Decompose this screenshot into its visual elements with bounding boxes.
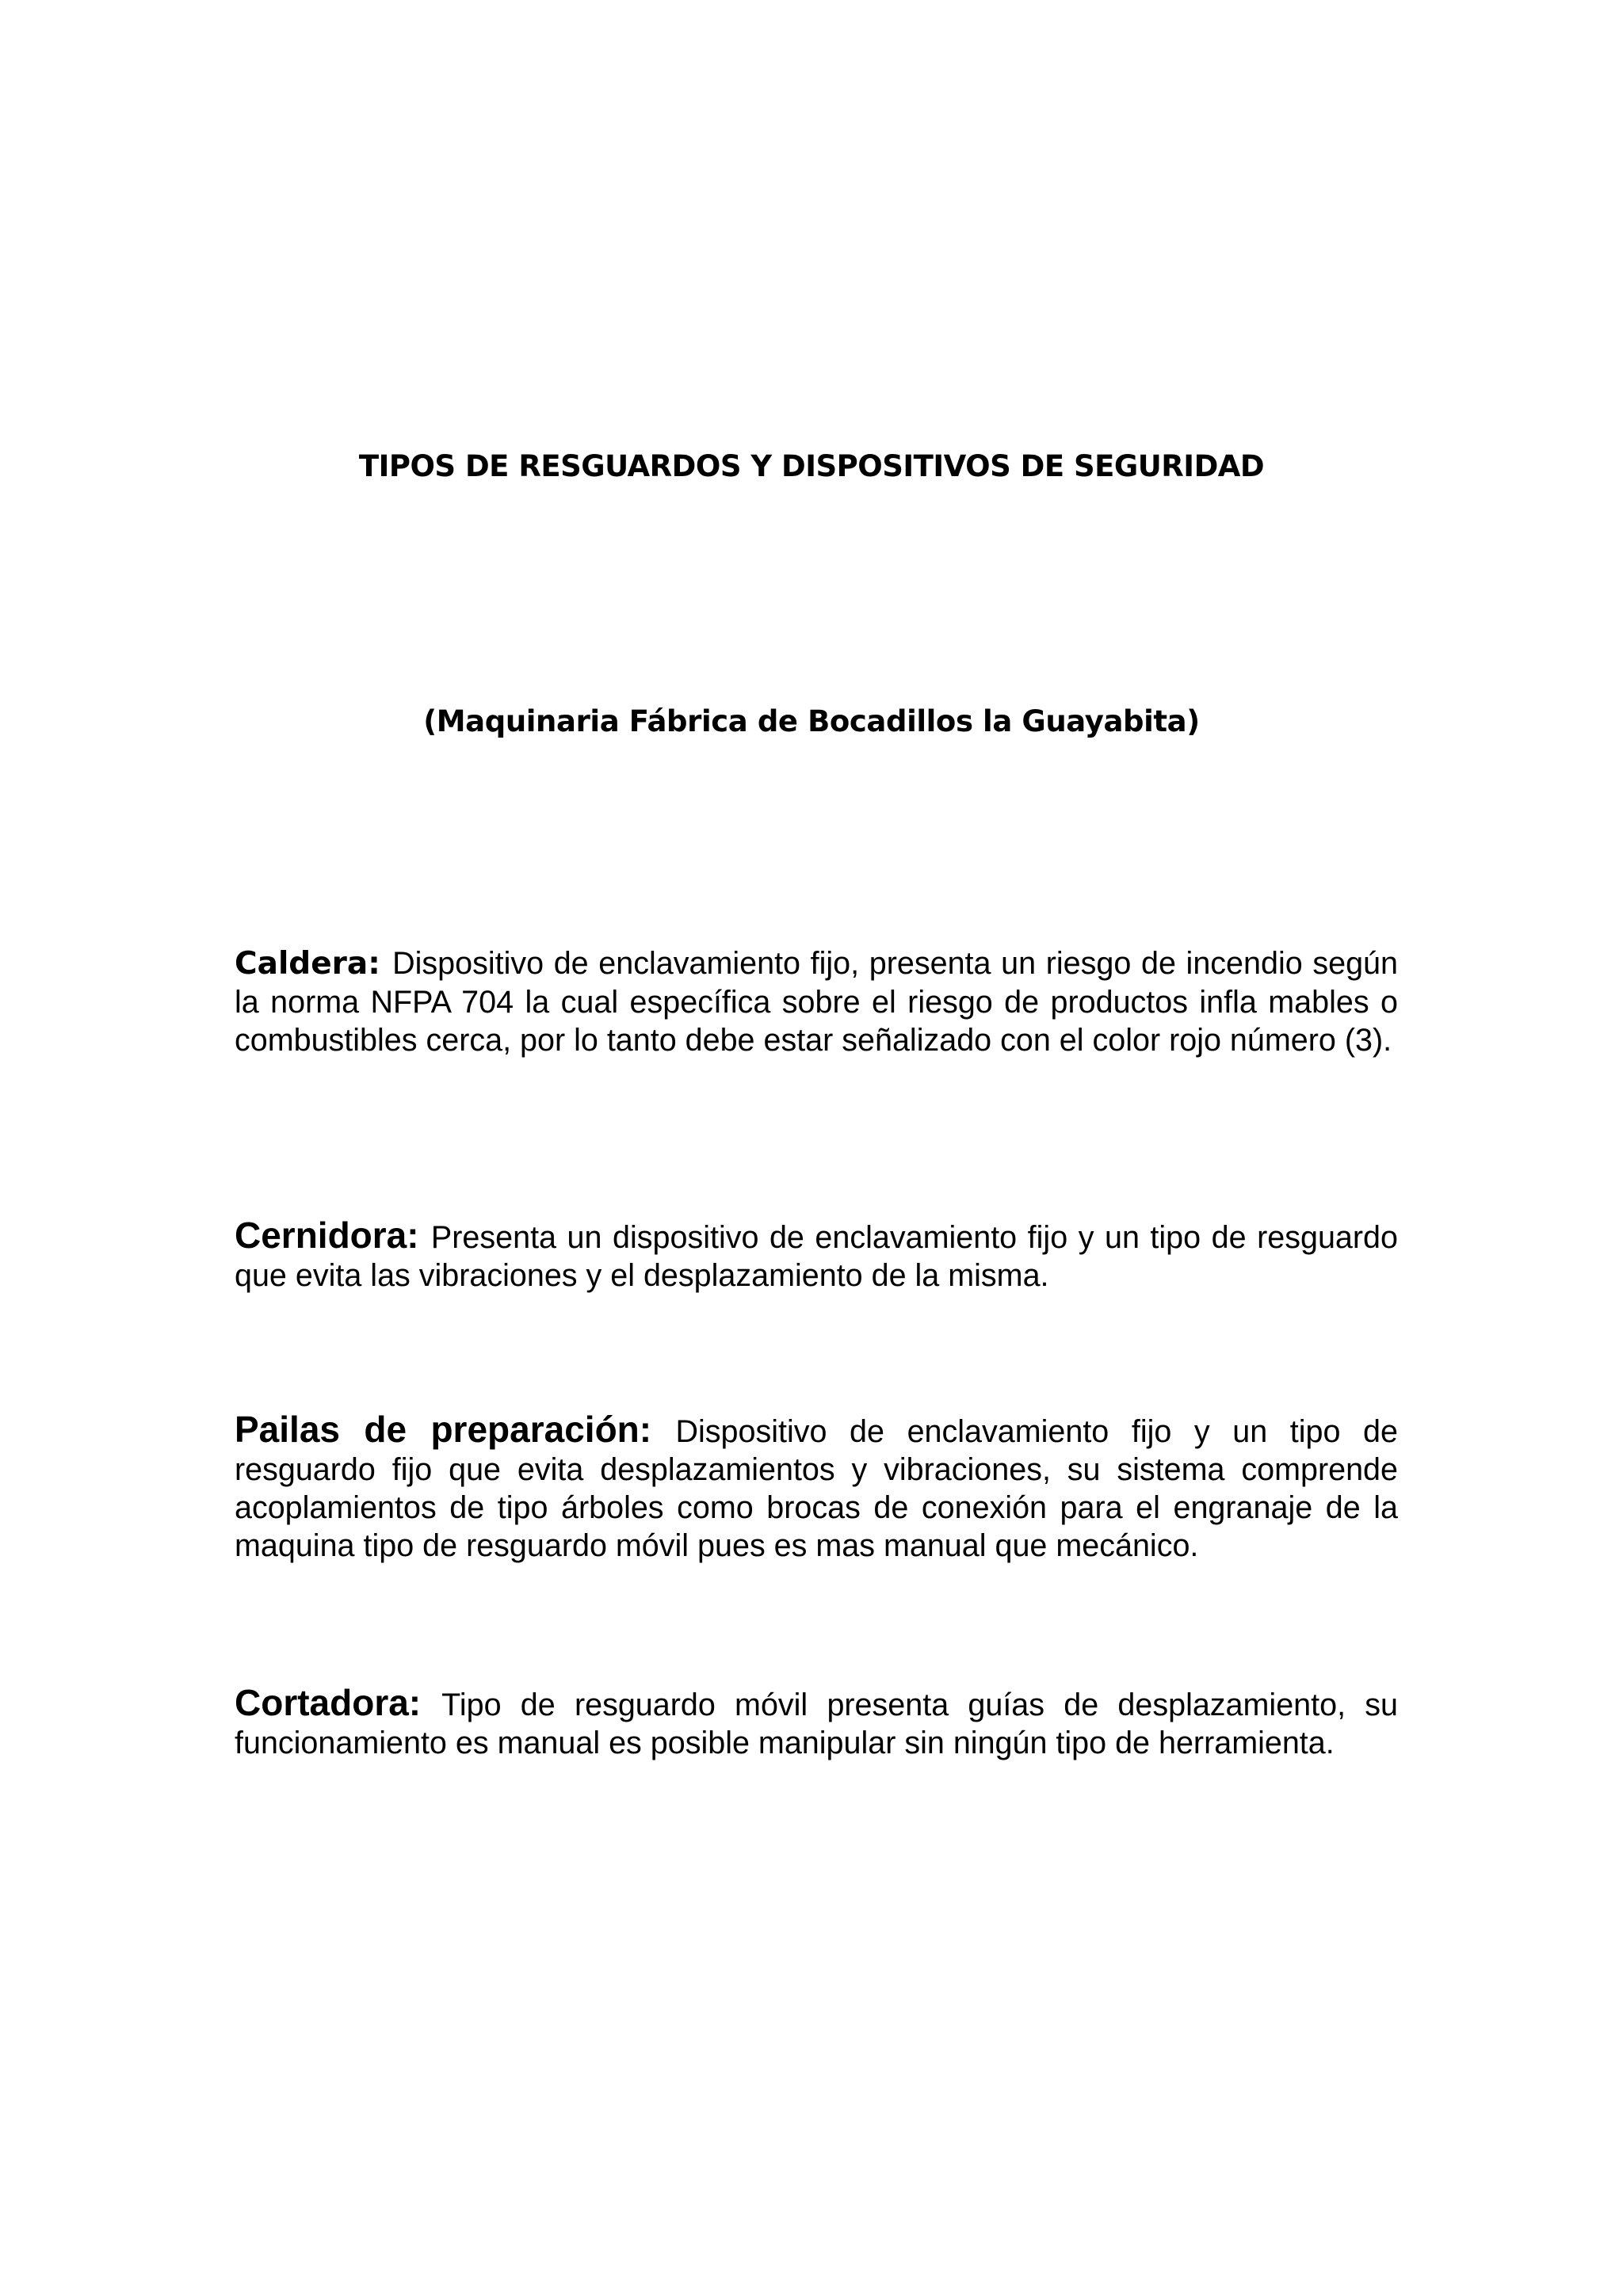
- entry-term: Caldera:: [235, 946, 393, 982]
- page-subtitle: (Maquinaria Fábrica de Bocadillos la Guayabita): [423, 704, 1200, 738]
- entry-term: Cernidora:: [235, 1215, 431, 1256]
- entry-text: Dispositivo de enclavamiento fijo y un tipo de resguardo fijo que evita desplazamientos y vibraciones, su sistema comprende acoplamientos de tipo árboles como brocas de conexión para el engranaje de la maquina tipo de resguardo móvil pues es mas manual que mecánico.: [235, 1414, 1398, 1563]
- entry-term: Cortadora:: [235, 1682, 442, 1723]
- entry-term: Pailas de preparación:: [235, 1409, 676, 1450]
- entry-caldera: [235, 944, 1398, 1059]
- entry-cortadora: [235, 1684, 1398, 1762]
- page-title: TIPOS DE RESGUARDOS Y DISPOSITIVOS DE SEGURIDAD: [358, 449, 1265, 483]
- entry-text: Tipo de resguardo móvil presenta guías de desplazamiento, su funcionamiento es manual es posible manipular sin ningún tipo de herramienta.: [235, 1688, 1399, 1760]
- entry-text: Dispositivo de enclavamiento fijo, presenta un riesgo de incendio según la norma NFPA 704 la cual específica sobre el riesgo de productos infla mables o combustibles cerca, por lo tanto debe estar señalizado con el color rojo número (3).: [235, 946, 1398, 1058]
- entry-cernidora: [235, 1216, 1398, 1295]
- entry-text: Presenta un dispositivo de enclavamiento fijo y un tipo de resguardo que evita las vibraciones y el desplazamiento de la misma.: [235, 1220, 1398, 1293]
- entry-pailas-de-preparacion: [235, 1410, 1398, 1565]
